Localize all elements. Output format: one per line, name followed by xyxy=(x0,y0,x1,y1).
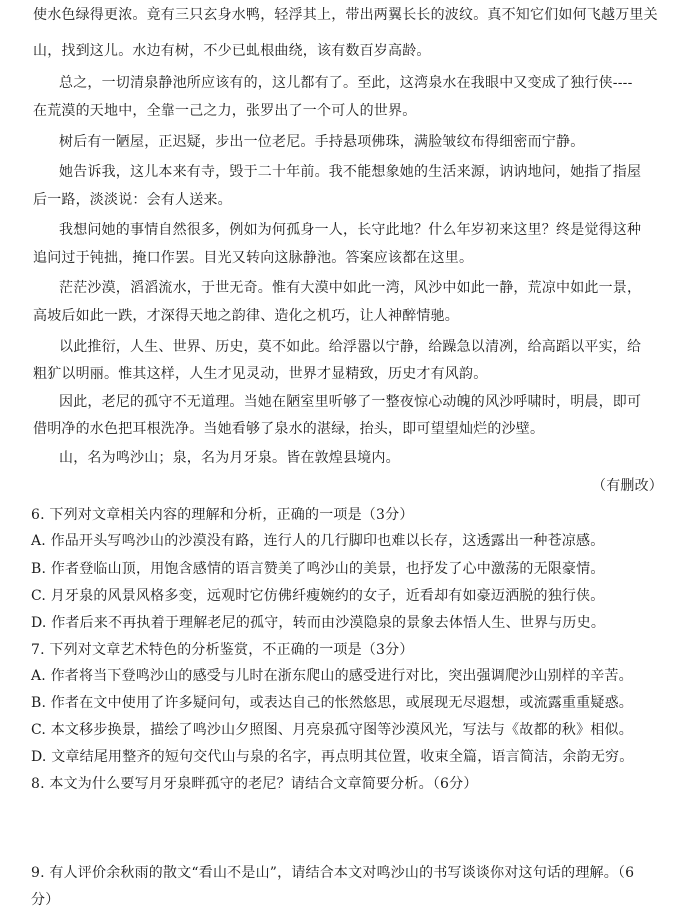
passage-paragraph-start: 茫茫沙漠，滔滔流水，于世无奇。惟有大漠中如此一湾，风沙中如此一静，荒凉中如此一景， xyxy=(59,280,642,296)
passage-paragraph-start: 她告诉我，这儿本来有寺，毁于二十年前。我不能想象她的生活来源，讷讷地问，她指了指屋 xyxy=(59,164,642,180)
question-8-stem: 8. 本文为什么要写月牙泉畔孤守的老尼？请结合文章简要分析。（6分） xyxy=(31,776,478,792)
revision-note: （有删改） xyxy=(592,478,663,494)
passage-paragraph-start: 以此推衍，人生、世界、历史，莫不如此。给浮嚣以宁静，给躁急以清冽，给高蹈以平实，给 xyxy=(59,339,642,355)
passage-paragraph-start: 山，名为鸣沙山；泉，名为月牙泉。皆在敦煌县境内。 xyxy=(59,450,400,466)
passage-paragraph-start: 树后有一陋屋，正迟疑，步出一位老尼。手持悬项佛珠，满脸皱纹布得细密而宁静。 xyxy=(59,134,585,150)
question-6-option-c: C. 月牙泉的风景风格多变，远观时它仿佛纤瘦婉约的女子，近看却有如豪迈洒脱的独行侠。 xyxy=(31,588,605,604)
question-7-option-a: A. 作者将当下登鸣沙山的感受与儿时在浙东爬山的感受进行对比，突出强调爬沙山别样的辛苦。 xyxy=(31,668,633,684)
passage-line: 在荒漠的天地中，全靠一己之力，张罗出了一个可人的世界。 xyxy=(33,103,417,119)
passage-line: 山，找到这儿。水边有树，不少已虬根曲绕，该有数百岁高龄。 xyxy=(33,43,431,59)
question-6-option-d: D. 作者后来不再执着于理解老尼的孤守，转而由沙漠隐泉的景象去体悟人生、世界与历史。 xyxy=(31,615,606,631)
passage-paragraph-start: 总之，一切清泉静池所应该有的，这儿都有了。至此，这湾泉水在我眼中又变成了独行侠---- xyxy=(59,75,633,91)
question-7-option-c: C. 本文移步换景，描绘了鸣沙山夕照图、月亮泉孤守图等沙漠风光，写法与《故都的秋》相似。 xyxy=(31,722,633,738)
question-9-stem-continuation: 分） xyxy=(31,892,60,908)
passage-line: 粗犷以明丽。惟其这样，人生才见灵动，世界才显精致，历史才有风韵。 xyxy=(33,366,488,382)
question-7-option-b: B. 作者在文中使用了许多疑问句，或表达自己的怅然悠思，或展现无尽遐想，或流露重重疑惑。 xyxy=(31,695,633,711)
passage-line: 后一路，淡淡说：会有人送来。 xyxy=(33,192,232,208)
question-6-stem: 6. 下列对文章相关内容的理解和分析，正确的一项是（3分） xyxy=(31,507,414,523)
passage-line: 借明净的水色把耳根洗净。当她看够了泉水的湛绿，抬头，即可望望灿烂的沙壁。 xyxy=(33,421,545,437)
passage-line: 追问过于钝拙，掩口作罢。目光又转向这脉静池。答案应该都在这里。 xyxy=(33,250,474,266)
question-6-option-b: B. 作者登临山顶，用饱含感情的语言赞美了鸣沙山的美景，也抒发了心中激荡的无限豪情。 xyxy=(31,561,605,577)
passage-line: 高坡后如此一跌，才深得天地之韵律、造化之机巧，让人神醉情驰。 xyxy=(33,308,459,324)
question-7-option-d: D. 文章结尾用整齐的短句交代山与泉的名字，再点明其位置，收束全篇，语言简洁，余韵无穷。 xyxy=(31,749,634,765)
passage-line: 使水色绿得更浓。竟有三只玄身水鸭，轻浮其上，带出两翼长长的波纹。真不知它们如何飞越万里关 xyxy=(33,7,658,23)
question-9-stem: 9. 有人评价余秋雨的散文“看山不是山”，请结合本文对鸣沙山的书写谈谈你对这句话的理解。（6 xyxy=(31,865,635,881)
passage-paragraph-start: 因此，老尼的孤守不无道理。当她在陋室里听够了一整夜惊心动魄的风沙呼啸时，明晨，即可 xyxy=(59,394,642,410)
question-7-stem: 7. 下列对文章艺术特色的分析鉴赏，不正确的一项是（3分） xyxy=(31,642,414,658)
passage-paragraph-start: 我想问她的事情自然很多，例如为何孤身一人，长守此地？什么年岁初来这里？终是觉得这种 xyxy=(59,222,642,238)
question-6-option-a: A. 作品开头写鸣沙山的沙漠没有路，连行人的几行脚印也难以长存，这透露出一种苍凉感。 xyxy=(31,533,605,549)
